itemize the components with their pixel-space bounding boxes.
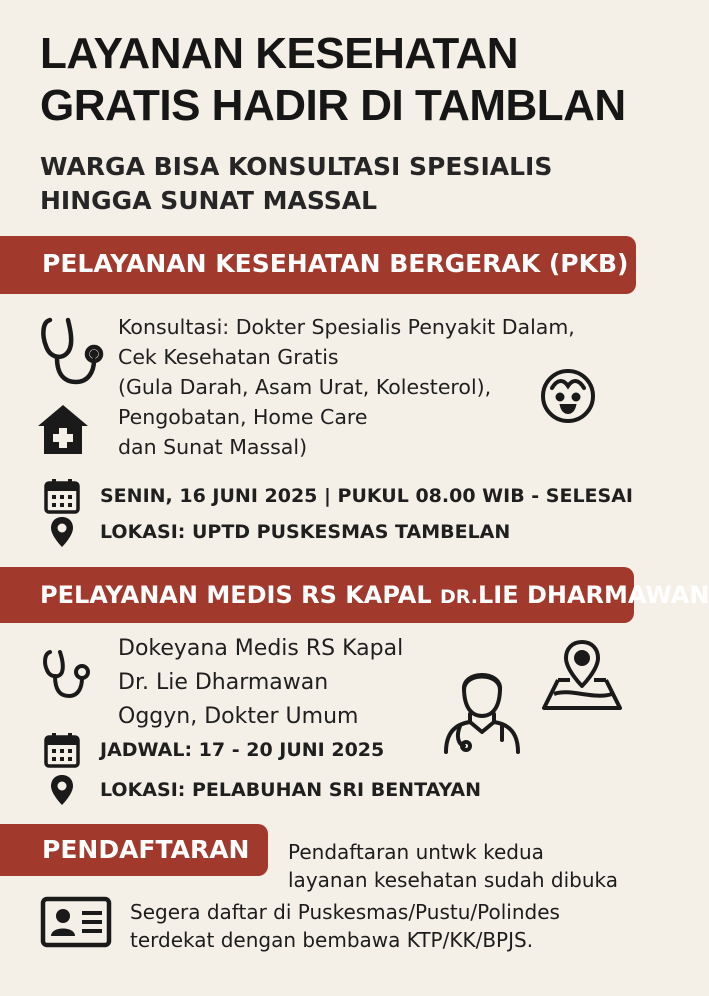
pkb-line-5: dan Sunat Massal)	[118, 435, 308, 459]
map-pin-icon	[540, 638, 624, 714]
registration-instruction-line-1: Segera daftar di Puskesmas/Pustu/Polindes	[130, 900, 560, 924]
calendar-icon	[44, 732, 80, 768]
rs-kapal-location: LOKASI: PELABUHAN SRI BENTAYAN	[100, 779, 482, 801]
registration-instruction-line-2: terdekat dengan bembawa KTP/KK/BPJS.	[130, 928, 534, 952]
pkb-line-2: Cek Kesehatan Gratis	[118, 345, 339, 369]
subtitle-line-1: WARGA BISA KONSULTASI SPESIALIS	[40, 152, 553, 181]
pkb-line-4: Pengobatan, Home Care	[118, 405, 368, 429]
page-subtitle	[40, 150, 640, 218]
pkb-line-3: (Gula Darah, Asam Urat, Kolesterol),	[118, 375, 492, 399]
calendar-icon	[44, 478, 80, 514]
rs-kapal-banner-end: LIE DHARMAWAN	[477, 581, 709, 609]
pkb-banner	[0, 236, 636, 294]
rs-kapal-description	[118, 632, 403, 734]
location-pin-icon	[50, 774, 74, 806]
stethoscope-small-icon	[42, 648, 94, 700]
stethoscope-icon	[40, 314, 106, 386]
registration-banner-label: PENDAFTARAN	[42, 835, 250, 864]
registration-note	[288, 838, 618, 894]
rs-kapal-banner	[0, 567, 709, 623]
rs-kapal-schedule: JADWAL: 17 - 20 JUNI 2025	[100, 739, 385, 761]
rs-kapal-banner-small: DR.	[439, 586, 478, 608]
pkb-line-1: Konsultasi: Dokter Spesialis Penyakit Dalam,	[118, 315, 575, 339]
health-house-icon	[36, 402, 90, 456]
doctor-icon	[442, 662, 522, 754]
registration-note-line-1: Pendaftaran untwk kedua	[288, 840, 544, 864]
rs-kapal-line-1: Dokeyana Medis RS Kapal	[118, 636, 404, 661]
registration-instruction	[130, 898, 560, 954]
title-line-2: GRATIS HADIR DI TAMBLAN	[40, 81, 626, 130]
pkb-schedule: SENIN, 16 JUNI 2025 | PUKUL 08.00 WIB - SELESAI	[100, 485, 633, 507]
pkb-location: LOKASI: UPTD PUSKESMAS TAMBELAN	[100, 521, 511, 543]
location-pin-icon	[50, 516, 74, 548]
pkb-description	[118, 312, 575, 462]
rs-kapal-banner-main: PELAYANAN MEDIS RS KAPAL	[40, 581, 440, 609]
registration-banner	[0, 824, 268, 876]
rs-kapal-line-3: Oggyn, Dokter Umum	[118, 704, 359, 729]
registration-note-line-2: layanan kesehatan sudah dibuka	[288, 868, 619, 892]
rs-kapal-line-2: Dr. Lie Dharmawan	[118, 670, 329, 695]
pkb-banner-label: PELAYANAN KESEHATAN BERGERAK (PKB)	[42, 249, 629, 278]
title-line-1: LAYANAN KESEHATAN	[40, 29, 519, 78]
id-card-icon	[40, 896, 112, 948]
page-title	[40, 28, 660, 132]
subtitle-line-2: HINGGA SUNAT MASSAL	[40, 186, 378, 215]
